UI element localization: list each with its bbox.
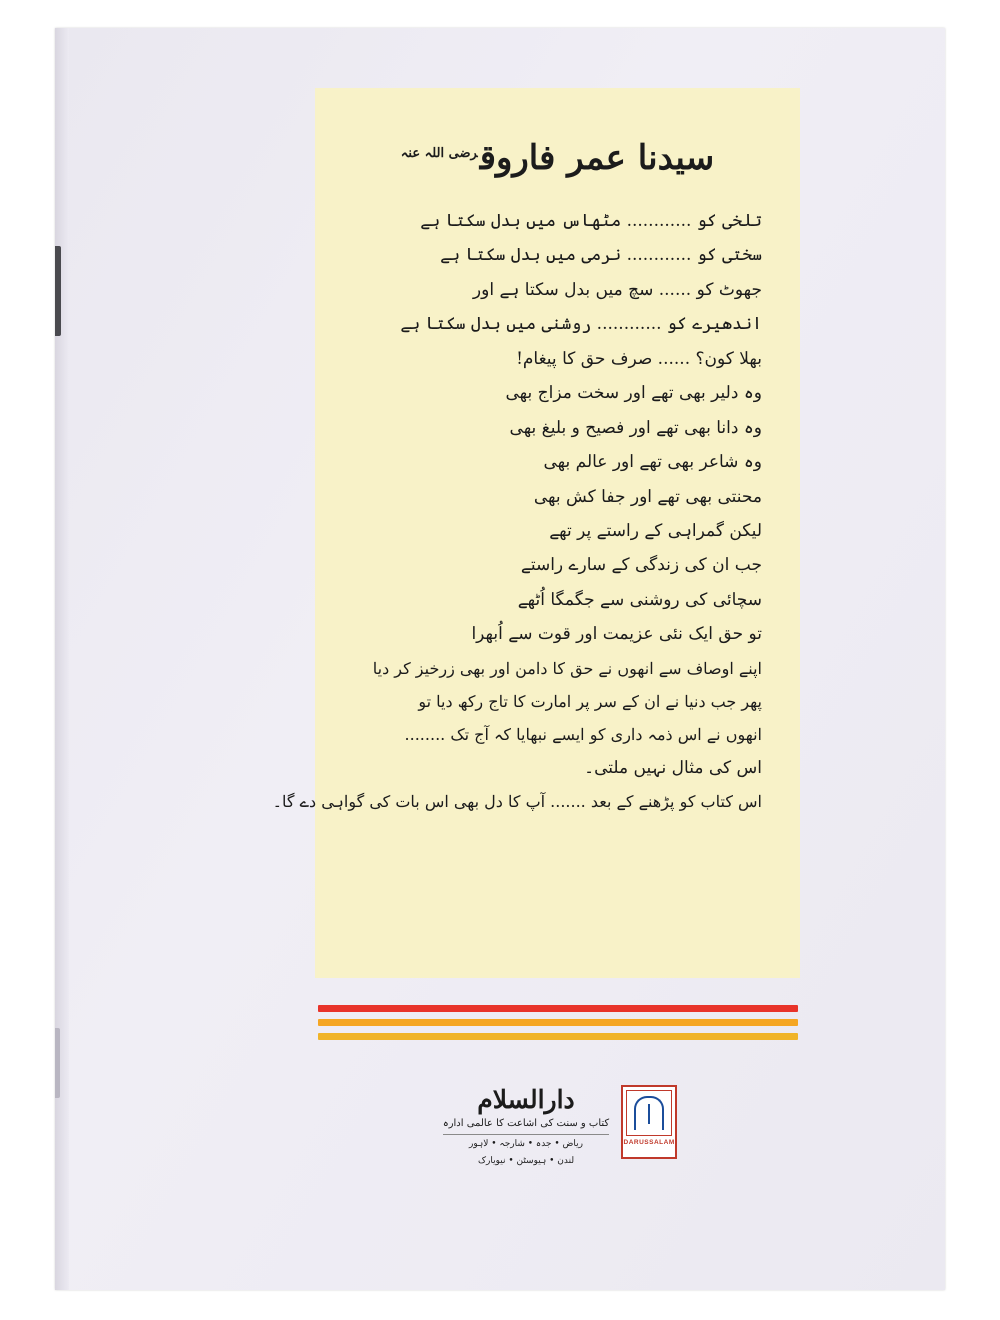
spine-notch-bottom [55, 1028, 60, 1098]
logo-label: DARUSSALAM [623, 1139, 675, 1146]
poem-line: وہ دانا بھی تھے اور فصیح و بلیغ بھی [509, 417, 762, 438]
publisher-block [430, 1085, 690, 1168]
bar-orange [318, 1019, 798, 1026]
poem-line: سختی کو ............ نرمی میں بدل سکتا ہے [440, 245, 762, 266]
poem-line: تو حق ایک نئی عزیمت اور قوت سے اُبھرا [471, 624, 762, 645]
book-title [349, 138, 766, 178]
poem-line: اس کی مثال نہیں ملتی۔ [584, 758, 762, 779]
book-title-text: سیدنا عمر فاروق [479, 138, 715, 178]
poem-line: لیکن گمراہی کے راستے پر تھے [549, 520, 762, 541]
poem-line: بھلا کون؟ ...... صرف حق کا پیغام! [516, 348, 762, 369]
poem-line: جھوٹ کو ...... سچ میں بدل سکتا ہے اور [472, 279, 762, 300]
mosque-arch-icon [634, 1096, 664, 1130]
bar-red [318, 1005, 798, 1012]
publisher-cities-line-2: لندن • ہیوسٹن • نیویارک [477, 1156, 575, 1167]
poem-line: محنتی بھی تھے اور جفا کش بھی [533, 486, 762, 507]
poem-line: انھوں نے اس ذمہ داری کو ایسے نبھایا کہ آج تک ........ [404, 724, 762, 744]
poem-line: سچائی کی روشنی سے جگمگا اُٹھے [517, 589, 762, 610]
publisher-name: دارالسلام [477, 1085, 575, 1114]
publisher-text [443, 1085, 609, 1168]
honorific-mark: رضی اللہ عنہ [400, 145, 478, 161]
publisher-tagline: کتاب و سنت کی اشاعت کا عالمی ادارہ [442, 1118, 610, 1129]
bar-gold [318, 1033, 798, 1040]
poem-line: اپنے اوصاف سے انھوں نے حق کا دامن اور بھی زرخیز کر دیا [372, 658, 762, 678]
spine-shadow [55, 28, 69, 1290]
blurb-poem [272, 204, 766, 819]
poem-line: پھر جب دنیا نے ان کے سر پر امارت کا تاج رکھ دیا تو [418, 691, 762, 711]
poem-line: تلخی کو ............ مٹھاس میں بدل سکتا ہے [420, 211, 762, 231]
poem-line: وہ دلیر بھی تھے اور سخت مزاج بھی [505, 383, 762, 404]
decorative-bars [318, 1005, 798, 1047]
logo-arch-frame [626, 1090, 672, 1136]
poem-line: اندھیرے کو ............ روشنی میں بدل سکتا ہے [400, 314, 762, 335]
poem-line: جب ان کی زندگی کے سارے راستے [520, 555, 762, 576]
poem-line: وہ شاعر بھی تھے اور عالم بھی [543, 452, 762, 473]
publisher-cities-line-1: ریاض • جدہ • شارجہ • لاہور [443, 1134, 609, 1151]
blurb-panel [272, 88, 800, 978]
poem-line: اس کتاب کو پڑھنے کے بعد ....... آپ کا دل بھی اس بات کی گواہی دے گا۔ [272, 792, 762, 812]
darussalam-logo-icon [621, 1085, 677, 1159]
spine-notch-top [55, 246, 61, 336]
